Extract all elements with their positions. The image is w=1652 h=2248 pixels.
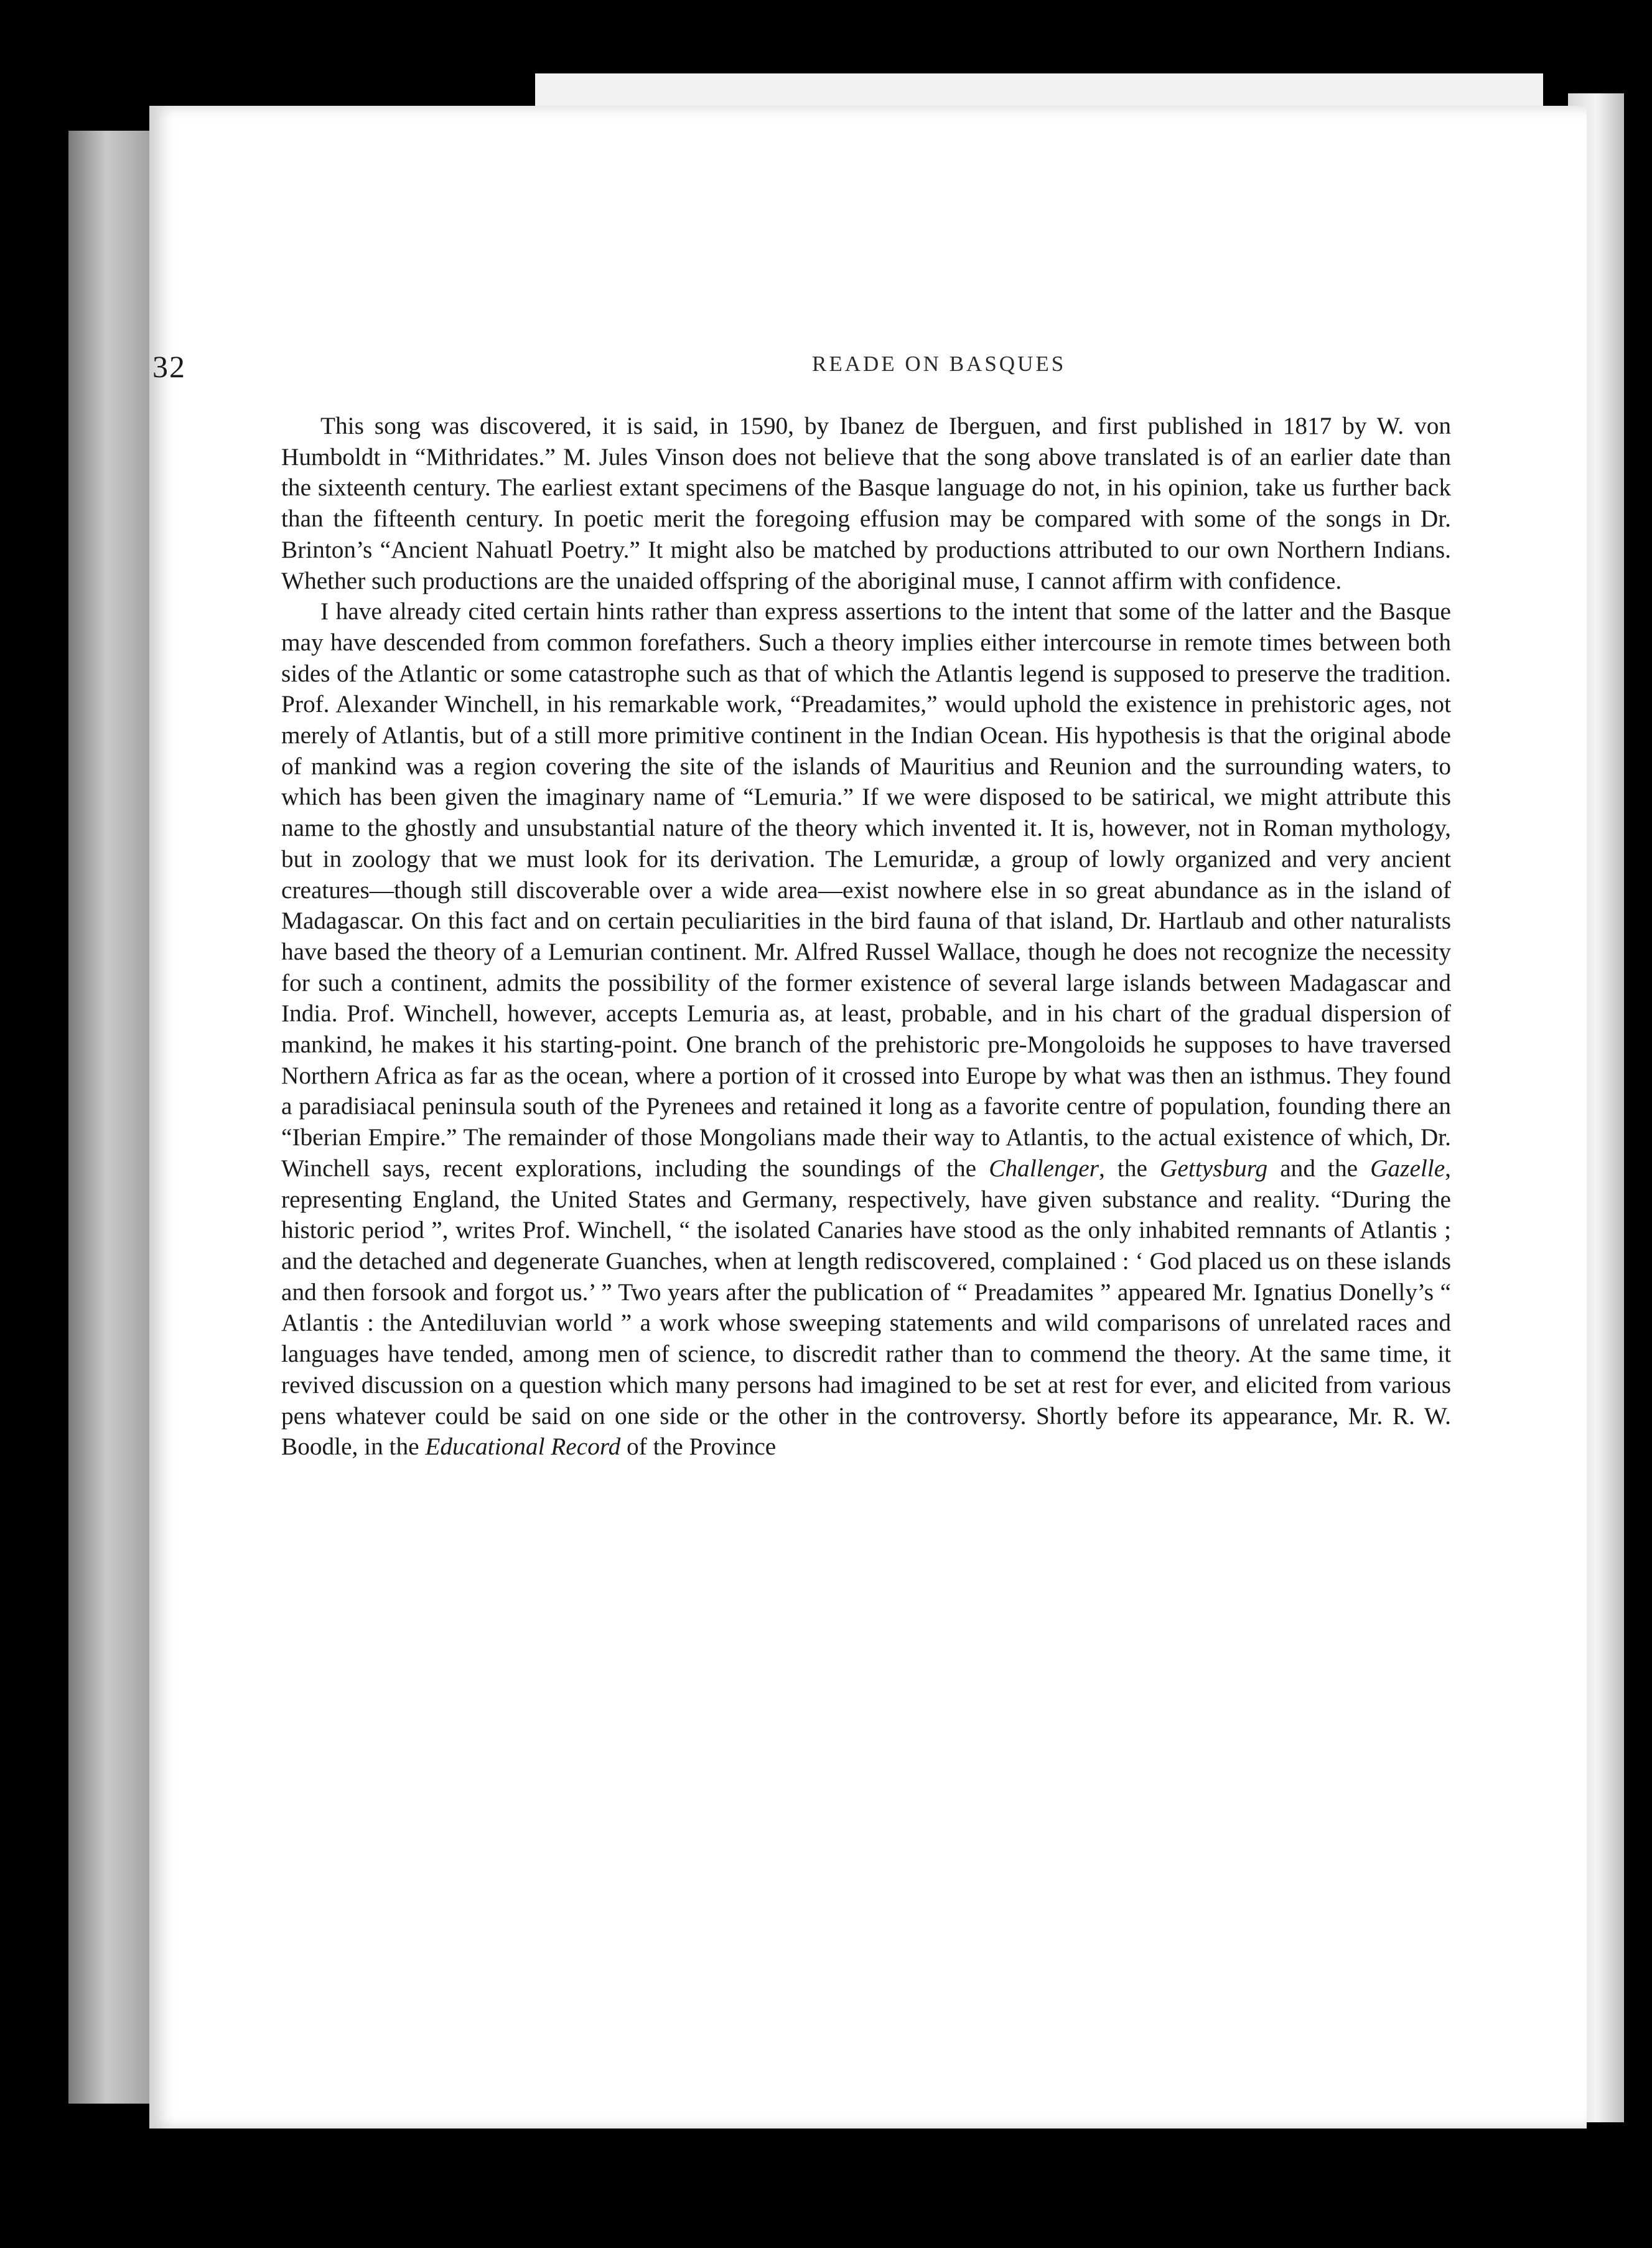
text-run: of the Province xyxy=(620,1433,777,1461)
paragraph xyxy=(281,596,1451,1463)
book-spine-shadow xyxy=(68,131,162,2104)
body-text xyxy=(281,411,1451,1463)
page-number: 32 xyxy=(152,349,186,384)
text-run: , the xyxy=(1099,1154,1160,1182)
page-top-strip xyxy=(535,73,1543,111)
text-run: I have already cited certain hints rather than express assertions to the intent that some of the latter and the Basque may have descended from common forefathers. Such a theory implies either intercourse in remote times between both sides of the Atlantic or some catastrophe such as that of which the Atlantis legend is supposed to preserve the tradition. Prof. Alexander Winchell, in his remarkable work, “Preadamites,” would uphold the existence in prehistoric ages, not merely of Atlantis, but of a still more primitive continent in the Indian Ocean. His hypothesis is that the original abode of mankind was a region covering the site of the islands of Mauritius and Reunion and the surrounding waters, to which has been given the imaginary name of “Lemuria.” If we were disposed to be satirical, we might attribute this name to the ghostly and unsubstantial nature of the theory which invented it. It is, however, not in Roman mythology, but in zoology that we must look for its derivation. The Lemuridæ, a group of lowly organized and very ancient creatures—though still discoverable over a wide area—exist nowhere else in so great abundance as in the island of Madagascar. On this fact and on certain peculiarities in the bird fauna of that island, Dr. Hartlaub and other naturalists have based the theory of a Lemurian continent. Mr. Alfred Russel Wallace, though he does not recognize the necessity for such a continent, admits the possibility of the former existence of several large islands between Madagascar and India. Prof. Winchell, however, accepts Lemuria as, at least, probable, and in his chart of the gradual dispersion of mankind, he makes it his starting-point. One branch of the prehistoric pre-Mongoloids he supposes to have traversed Northern Africa as far as the ocean, where a portion of it crossed into Europe by what was then an isthmus. They found a paradisiacal peninsula south of the Pyrenees and retained it long as a favorite centre of population, founding there an “Iberian Empire.” The remainder of those Mongolians made their way to Atlantis, to the actual existence of which, Dr. Winchell says, recent explorations, including the soundings of the xyxy=(281,597,1451,1182)
text-run: This song was discovered, it is said, in 1590, by Ibanez de Iberguen, and first published in 1817 by W. von Humboldt in “Mithridates.” M. Jules Vinson does not believe that the song above translated is of an earlier date than the sixteenth century. The earliest extant specimens of the Basque language do not, in his opinion, take us further back than the fifteenth century. In poetic merit the foregoing effusion may be compared with some of the songs in Dr. Brinton’s “Ancient Nahuatl Poetry.” It might also be matched by productions attributed to our own Northern Indians. Whether such productions are the unaided offspring of the aboriginal muse, I cannot affirm with confidence. xyxy=(281,412,1451,594)
running-head: READE ON BASQUES xyxy=(812,352,1066,376)
italic-text: Gettysburg xyxy=(1160,1154,1268,1182)
italic-text: Gazelle xyxy=(1370,1154,1445,1182)
italic-text: Challenger xyxy=(989,1154,1099,1182)
paragraph xyxy=(281,411,1451,596)
text-run: , representing England, the United States and Germany, respectively, have given substance and reality. “During the historic period ”, writes Prof. Winchell, “ the isolated Canaries have stood as the only inhabited remnants of Atlantis ; and the detached and degenerate Guanches, when at length rediscovered, complained : ‘ God placed us on these islands and then forsook and forgot us.’ ” Two years after the publication of “ Preadamites ” appeared Mr. Ignatius Donelly’s “ Atlantis : the Antediluvian world ” a work whose sweeping statements and wild comparisons of unrelated races and languages have tended, among men of science, to discredit rather than to commend the theory. At the same time, it revived discussion on a question which many persons had imagined to be set at rest for ever, and elicited from various pens whatever could be said on one side or the other in the controversy. Shortly before its appearance, Mr. R. W. Boodle, in the xyxy=(281,1154,1451,1461)
italic-text: Educational Record xyxy=(425,1433,621,1461)
text-run: and the xyxy=(1267,1154,1371,1182)
